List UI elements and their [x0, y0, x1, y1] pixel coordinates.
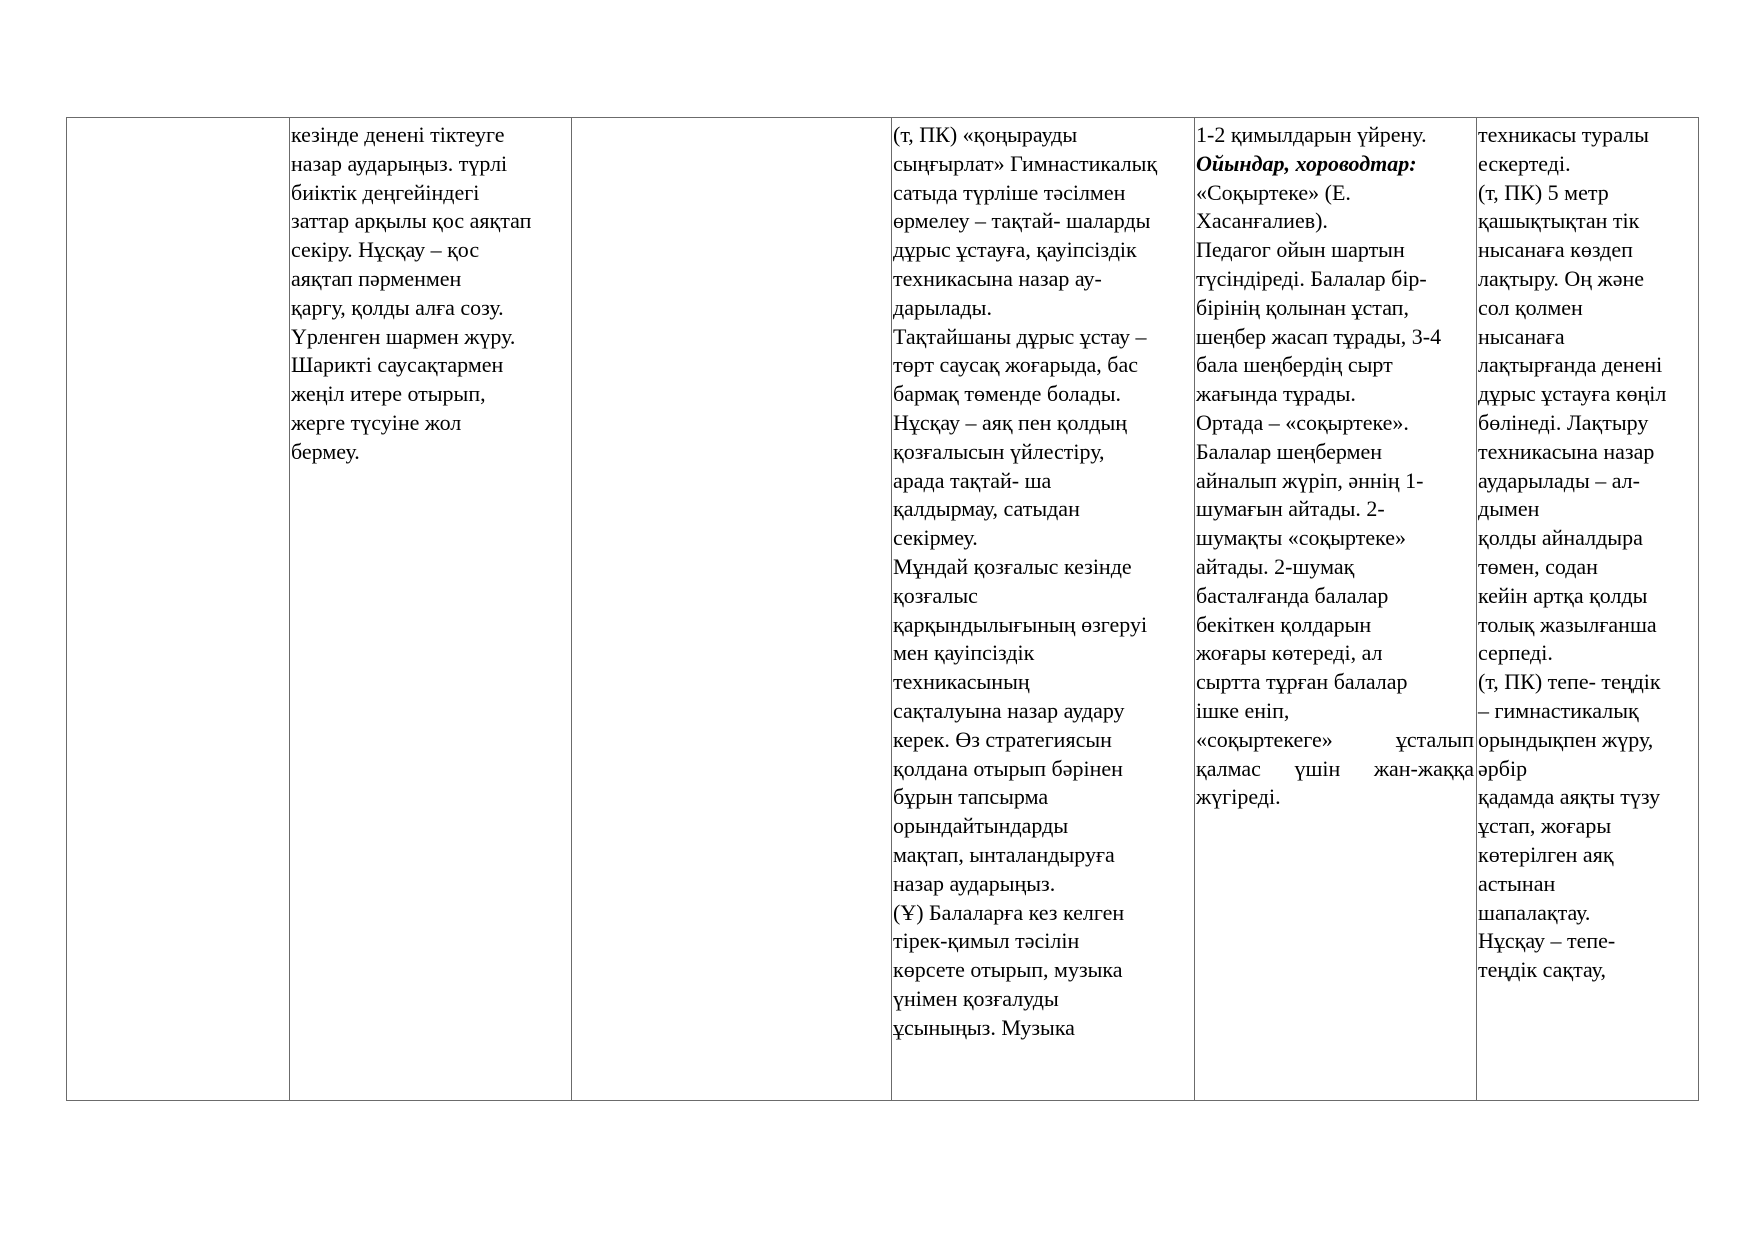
text-line: өрмелеу – тақтай- шаларды — [893, 208, 1151, 234]
text-line: сатыда түрліше тәсілмен — [893, 179, 1126, 205]
text-line: шумақты «соқыртеке» — [1196, 525, 1406, 551]
text-line: көрсете отырып, музыка — [893, 957, 1123, 983]
text-line: көтерілген аяқ — [1478, 841, 1614, 867]
text-line: лақтырғанда денені — [1478, 352, 1663, 378]
text-line: техникасы туралы — [1478, 122, 1649, 147]
text-line: керек. Өз стратегиясын — [893, 726, 1112, 752]
cell-col2 — [290, 118, 572, 1101]
cell-col4 — [892, 118, 1195, 1101]
text-line: шеңбер жасап тұрады, 3-4 — [1196, 323, 1442, 349]
text-line: Ортада – «соқыртеке». — [1196, 409, 1409, 435]
cell-col1 — [67, 118, 290, 1101]
text-line: «Соқыртеке» (Е. — [1196, 179, 1351, 205]
text-line: мен қауіпсіздік — [893, 640, 1035, 666]
text-line: бермеу. — [291, 438, 360, 464]
text-line: (т, ПК) тепе- теңдік — [1478, 669, 1661, 695]
text-line: бармақ төменде болады. — [893, 381, 1122, 407]
text-line: секіру. Нұсқау – қос — [291, 237, 480, 263]
text-line: Мұндай қозғалыс кезінде — [893, 553, 1132, 579]
text-line: қадамда аяқты түзу — [1478, 784, 1661, 810]
text-line: серпеді. — [1478, 640, 1553, 666]
table-row — [67, 118, 1699, 1101]
text-line: аяқтап пәрменмен — [291, 265, 462, 291]
text-line: сыртта тұрған балалар — [1196, 669, 1408, 695]
text-line: Нұсқау – тепе- — [1478, 928, 1616, 954]
text-line: жеңіл итере отырып, — [291, 381, 486, 407]
text-line: (Ұ) Балаларға кез келген — [893, 899, 1125, 925]
text-line: толық жазылғанша — [1478, 611, 1657, 637]
text-line: Хасанғалиев). — [1196, 208, 1328, 234]
lesson-plan-table — [66, 117, 1699, 1101]
text-line: әрбір — [1478, 755, 1528, 781]
text-line: басталғанда балалар — [1196, 582, 1389, 608]
text-line: қолды айналдыра — [1478, 525, 1643, 551]
text-line: түсіндіреді. Балалар бір- — [1196, 265, 1427, 291]
text-line: қозғалыс — [893, 582, 978, 608]
text-line: Педагог ойын шартын — [1196, 237, 1405, 263]
text-line: қарқындылығының өзгеруі — [893, 611, 1148, 637]
text-line: қаргу, қолды алға созу. — [291, 294, 504, 320]
text-line: Тақтайшаны дұрыс ұстау – — [893, 323, 1147, 349]
text-line: секірмеу. — [893, 525, 978, 551]
text-line: сыңғырлат» Гимнастикалық — [893, 150, 1158, 176]
text-line: арада тақтай- ша — [893, 467, 1052, 493]
text-line: заттар арқылы қос аяқтап — [291, 208, 532, 234]
text-line: дұрыс ұстауға көңіл — [1478, 381, 1667, 407]
text-line: бұрын тапсырма — [893, 784, 1049, 810]
text-line: лақтыру. Оң және — [1478, 265, 1644, 291]
text-line: Балалар шеңбермен — [1196, 438, 1383, 464]
cell-col6 — [1477, 118, 1699, 1101]
text-line: қалдырмау, сатыдан — [893, 496, 1080, 522]
text-line: сақталуына назар аудару — [893, 697, 1125, 723]
text-line: дымен — [1478, 496, 1540, 522]
text-line: назар аударыңыз. — [893, 870, 1056, 896]
text-line: бала шеңбердің сырт — [1196, 352, 1393, 378]
text-line: жерге түсуіне жол — [291, 409, 462, 435]
text-line: астынан — [1478, 870, 1556, 896]
text-line: ұсыныңыз. Музыка — [893, 1014, 1075, 1040]
text-line: Шарикті саусақтармен — [291, 352, 504, 378]
text-line: төрт саусақ жоғарыда, бас — [893, 352, 1139, 378]
text-line: «соқыртекеге» ұсталып — [1196, 726, 1474, 752]
text-line: орындықпен жүру, — [1478, 726, 1654, 752]
text-line: жүгіреді. — [1196, 784, 1281, 810]
text-line: төмен, содан — [1478, 553, 1598, 579]
text-line: шапалақтау. — [1478, 899, 1591, 925]
text-line: айналып жүріп, әннің 1- — [1196, 467, 1424, 493]
text-line: назар аударыңыз. түрлі — [291, 150, 508, 176]
cell-col3 — [572, 118, 892, 1101]
text-line: қозғалысын үйлестіру, — [893, 438, 1105, 464]
text-line: аударылады – ал- — [1478, 467, 1640, 493]
text-line: сол қолмен — [1478, 294, 1583, 320]
text-line: тірек-қимыл тәсілін — [893, 928, 1080, 954]
text-line: нысанаға — [1478, 323, 1565, 349]
text-line: ұстап, жоғары — [1478, 813, 1612, 839]
text-line: – гимнастикалық — [1478, 697, 1639, 723]
text-line: қалмас үшін жан-жаққа — [1196, 755, 1474, 781]
text-line: бөлінеді. Лақтыру — [1478, 409, 1649, 435]
text-line: кезінде денені тіктеуге — [291, 122, 505, 147]
text-line: биіктік деңгейіндегі — [291, 179, 480, 205]
text-line: (т, ПК) 5 метр — [1478, 179, 1609, 205]
text-line: нысанаға көздеп — [1478, 237, 1633, 263]
text-line: теңдік сақтау, — [1478, 957, 1606, 983]
text-line: қолдана отырып бәрінен — [893, 755, 1123, 781]
text-line: дұрыс ұстауға, қауіпсіздік — [893, 237, 1137, 263]
text-line: дарылады. — [893, 294, 992, 320]
text-line: (т, ПК) «қоңырауды — [893, 122, 1078, 147]
text-line: жоғары көтереді, ал — [1196, 640, 1383, 666]
text-line: мақтап, ынталандыруға — [893, 841, 1115, 867]
text-line: орындайтындарды — [893, 813, 1069, 839]
text-line: 1-2 қимылдарын үйрену. — [1196, 122, 1427, 147]
text-line: кейін артқа қолды — [1478, 582, 1648, 608]
text-line: техникасының — [893, 669, 1030, 695]
text-line: техникасына назар — [1478, 438, 1655, 464]
games-heading: Ойындар, хороводтар: — [1196, 150, 1417, 176]
text-line: ішке еніп, — [1196, 697, 1290, 723]
text-line: бекіткен қолдарын — [1196, 611, 1372, 637]
text-line: техникасына назар ау- — [893, 265, 1102, 291]
text-line: қашықтықтан тік — [1478, 208, 1640, 234]
text-line: жағында тұрады. — [1196, 381, 1356, 407]
text-line: үнімен қозғалуды — [893, 985, 1059, 1011]
text-line: бірінің қолынан ұстап, — [1196, 294, 1409, 320]
text-line: шумағын айтады. 2- — [1196, 496, 1385, 522]
text-line: ескертеді. — [1478, 150, 1571, 176]
text-line: Нұсқау – аяқ пен қолдың — [893, 409, 1127, 435]
cell-col5 — [1195, 118, 1477, 1101]
text-line: айтады. 2-шумақ — [1196, 553, 1355, 579]
text-line: Үрленген шармен жүру. — [291, 323, 516, 349]
